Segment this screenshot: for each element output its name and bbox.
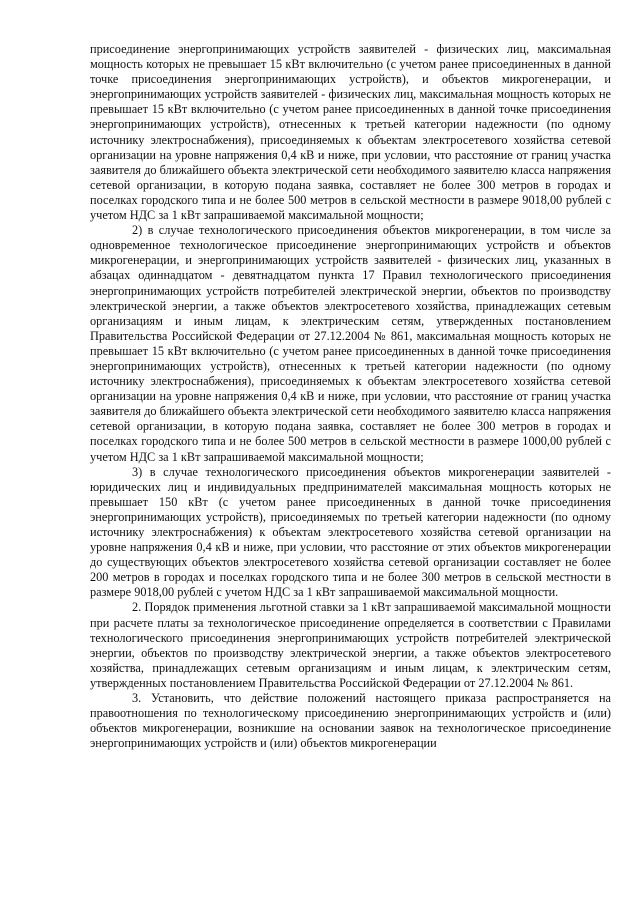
paragraph-item-3: 3) в случае технологического присоединения объектов микрогенерации заявителей - юридических лиц и индивидуальных предпринимателей максимальная мощность которых не превышает 150 кВт (с учетом ранее присоединенных в данной точке присоединения энергопринимающих устройств), присоединяемых по третьей категории надежности (по одному источнику электроснабжения) к объектам электросетевого хозяйства сетевой организации на уровне напряжения 0,4 кВ и ниже, при условии, что расстояние от этих объектов микрогенерации до существующих объектов электросетевого хозяйства сетевой организации составляет не более 200 метров в городах и поселках городского типа и не более 300 метров в сельской местности в размере 9018,00 рублей с учетом НДС за 1 кВт запрашиваемой максимальной мощности. [90, 464, 611, 600]
paragraph-section-3: 3. Установить, что действие положений настоящего приказа распространяется на правоотношения по технологическому присоединению энергопринимающих устройств и (или) объектов микрогенерации, возникшие на основании заявок на технологическое присоединение энергопринимающих устройств и (или) объектов микрогенерации [90, 691, 611, 751]
paragraph-item-2: 2) в случае технологического присоединения объектов микрогенерации, в том числе за одновременное технологическое присоединение энергопринимающих устройств и объектов микрогенерации, и энергопринимающих устройств заявителей - физических лиц, указанных в абзацах одиннадцатом - девятнадцатом пункта 17 Правил технологического присоединения энергопринимающих устройств потребителей электрической энергии, объектов по производству электрической энергии, а также объектов электросетевого хозяйства, принадлежащих сетевым организациям и иным лицам, к электрическим сетям, утвержденных постановлением Правительства Российской Федерации от 27.12.2004 № 861, максимальная мощность которых не превышает 15 кВт включительно (с учетом ранее присоединенных в данной точке присоединения энергопринимающих устройств), отнесенных к третьей категории надежности (по одному источнику электроснабжения), присоединяемых к объектам электросетевого хозяйства сетевой организации на уровне напряжения 0,4 кВ и ниже, при условии, что расстояние от границ участка заявителя до ближайшего объекта электрической сети необходимого заявителю класса напряжения сетевой организации, в которую подана заявка, составляет не более 300 метров в городах и поселках городского типа и не более 500 метров в сельской местности в размере 1000,00 рублей с учетом НДС за 1 кВт запрашиваемой максимальной мощности; [90, 223, 611, 464]
paragraph-section-2: 2. Порядок применения льготной ставки за 1 кВт запрашиваемой максимальной мощности при расчете платы за технологическое присоединение определяется в соответствии с Правилами технологического присоединения энергопринимающих устройств потребителей электрической энергии, объектов по производству электрической энергии, а также объектов электросетевого хозяйства, принадлежащих сетевым организациям и иным лицам, к электрическим сетям, утвержденных постановлением Правительства Российской Федерации от 27.12.2004 № 861. [90, 600, 611, 690]
paragraph-continuation: присоединение энергопринимающих устройств заявителей - физических лиц, максимальная мощность которых не превышает 15 кВт включительно (с учетом ранее присоединенных в данной точке присоединения энергопринимающих устройств), и объектов микрогенерации, и энергопринимающих устройств заявителей - физических лиц, максимальная мощность которых не превышает 15 кВт включительно (с учетом ранее присоединенных в данной точке присоединения энергопринимающих устройств), отнесенных к третьей категории надежности (по одному источнику электроснабжения), присоединяемых к объектам электросетевого хозяйства сетевой организации на уровне напряжения 0,4 кВ и ниже, при условии, что расстояние от границ участка заявителя до ближайшего объекта электрической сети необходимого заявителю класса напряжения сетевой организации, в которую подана заявка, составляет не более 300 метров в городах и поселках городского типа и не более 500 метров в сельской местности в размере 9018,00 рублей с учетом НДС за 1 кВт запрашиваемой максимальной мощности; [90, 42, 611, 223]
